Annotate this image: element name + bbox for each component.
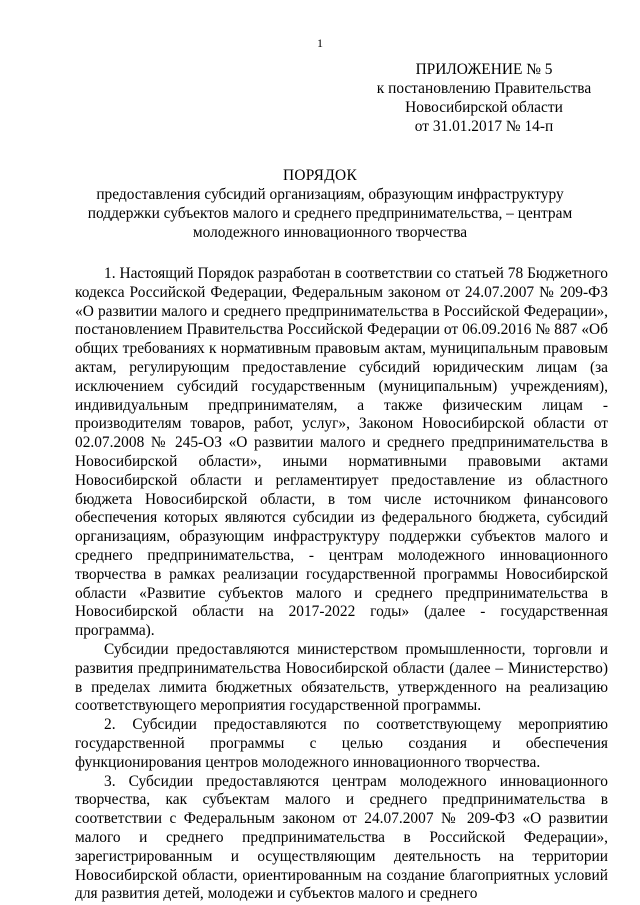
document-title: ПОРЯДОК: [282, 167, 358, 184]
paragraph-3: 3. Субсидии предоставляются центрам молодежного инновационного творчества, как субъектам малого и среднего предпринимательства в соответствии с Федеральным законом от 24.07.2007 № 209-ФЗ «О развитии малого и среднего предпринимательства в Российской Федерации», зарегистрированным и осуществляющим деятельность на территории Новосибирской области, ориентированным на создание благоприятных условий для развития детей, молодежи и субъектов малого и среднего: [75, 772, 608, 903]
appendix-date-line: от 31.01.2017 № 14-п: [414, 118, 554, 135]
paragraph-1: 1. Настоящий Порядок разработан в соответствии со статьей 78 Бюджетного кодекса Российской Федерации, Федеральным законом от 24.07.2007 № 209-ФЗ «О развитии малого и среднего предпринимательства в Российской Федерации», постановлением Правительства Российской Федерации от 06.09.2016 № 887 «Об общих требованиях к нормативным правовым актам, муниципальным правовым актам, регулирующим предоставление субсидий юридическим лицам (за исключением субсидий государственным (муниципальным) учреждениям), индивидуальным предпринимателям, а также физическим лицам - производителям товаров, работ, услуг», Законом Новосибирской области от 02.07.2008 № 245-ОЗ «О развитии малого и среднего предпринимательства в Новосибирской области», иными нормативными правовыми актами Новосибирской области и регламентирует предоставление из областного бюджета Новосибирской области, в том числе источником финансового обеспечения которых являются субсидии из федерального бюджета, субсидий организациям, образующим инфраструктуру поддержки субъектов малого и среднего предпринимательства, - центрам молодежного инновационного творчества в рамках реализации государственной программы Новосибирской области «Развитие субъектов малого и среднего предпринимательства в Новосибирской области на 2017-2022 годы» (далее - государственная программа).: [75, 265, 608, 640]
document-subtitle: предоставления субсидий организациям, образующим инфраструктуру поддержки субъектов малого и среднего предпринимательства, – центрам молодежного инновационного творчества: [87, 186, 573, 241]
appendix-region-line: Новосибирской области: [405, 99, 563, 116]
page-number: 1: [317, 36, 323, 50]
paragraph-2: 2. Субсидии предоставляются по соответствующему мероприятию государственной программы с целью создания и обеспечения функционирования центров молодежного инновационного творчества.: [75, 716, 608, 771]
document-body: [75, 265, 608, 904]
paragraph-subsidies-ministry: Субсидии предоставляются министерством промышленности, торговли и развития предпринимательства Новосибирской области (далее – Министерство) в пределах лимита бюджетных обязательств, утвержденного на реализацию соответствующего мероприятия государственной программы.: [75, 640, 608, 715]
appendix-title: ПРИЛОЖЕНИЕ № 5: [415, 61, 553, 78]
appendix-block: [364, 60, 604, 136]
appendix-resolution-line: к постановлению Правительства: [376, 80, 592, 97]
